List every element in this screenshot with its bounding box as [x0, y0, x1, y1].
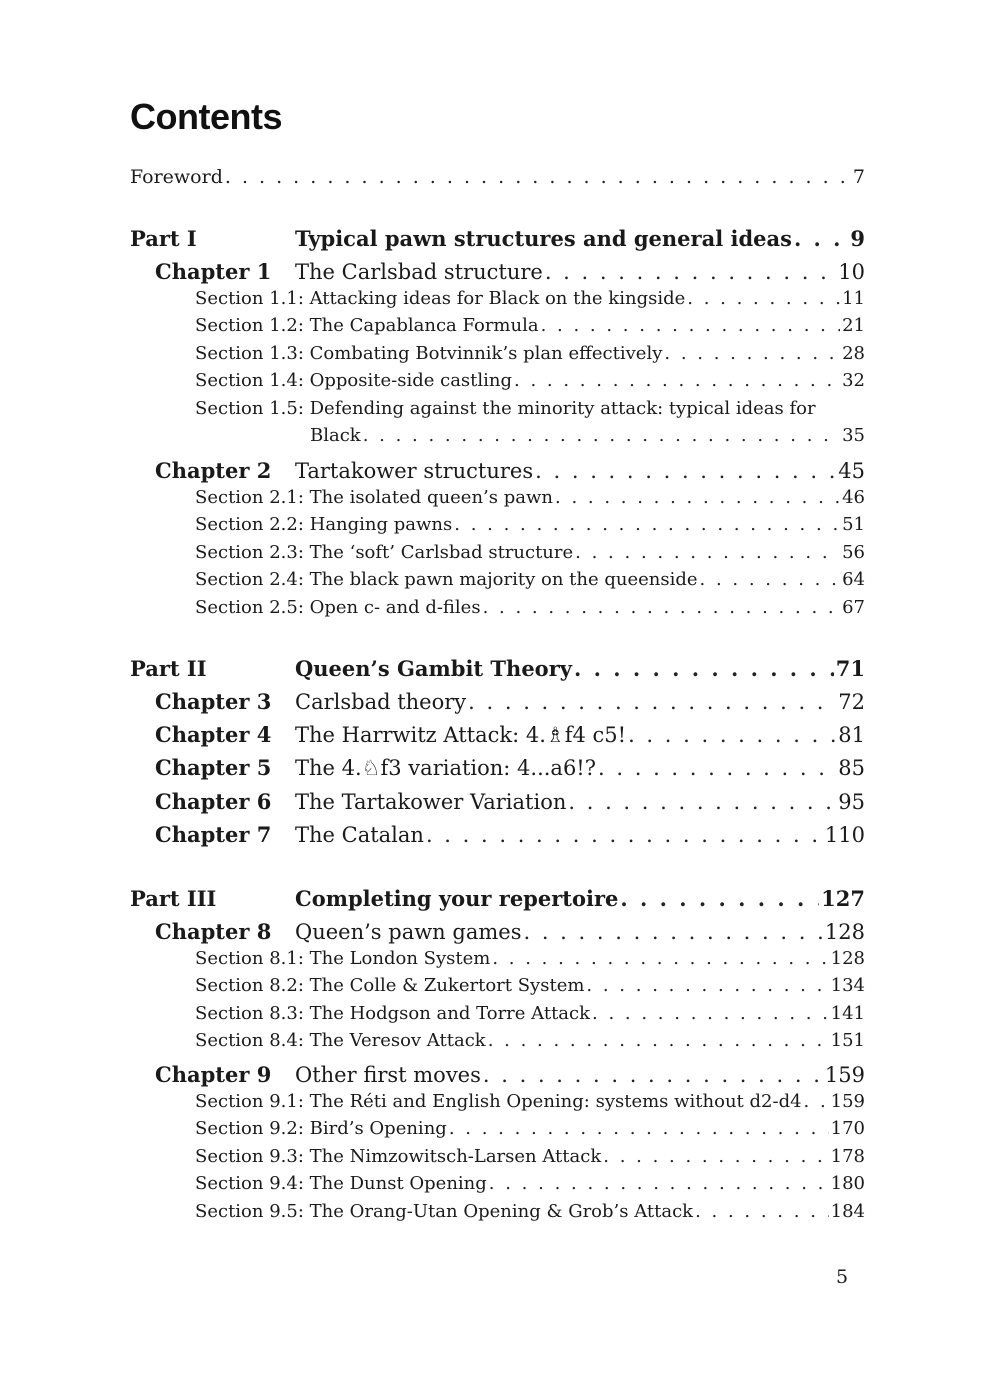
toc-section[interactable]: [195, 514, 865, 535]
page-number: 64: [842, 569, 865, 590]
section-title: Section 8.1: The London System: [195, 948, 491, 969]
section-title: Section 2.4: The black pawn majority on the queenside: [195, 569, 698, 590]
chapter-title: Carlsbad theory: [295, 690, 467, 714]
dot-leader: [700, 569, 841, 590]
page-number: 159: [830, 1091, 865, 1112]
section-title: Section 1.2: The Capablanca Formula: [195, 315, 539, 336]
page-number: 128: [830, 948, 865, 969]
chapter-title: The 4.♘f3 variation: 4...a6!?: [295, 756, 597, 780]
section-title: Section 9.5: The Orang-Utan Opening & Grob’s Attack: [195, 1201, 694, 1222]
toc-section[interactable]: [195, 1091, 865, 1112]
page-number: 127: [821, 886, 865, 911]
toc-chapter-4[interactable]: [155, 722, 865, 747]
toc-section[interactable]: [195, 569, 865, 590]
toc-section[interactable]: [195, 1003, 865, 1024]
section-title: Section 9.2: Bird’s Opening: [195, 1118, 447, 1139]
toc-chapter-1[interactable]: [155, 259, 865, 284]
page-number: 28: [842, 343, 865, 364]
toc-chapter-6[interactable]: [155, 789, 865, 814]
section-title: Section 2.3: The ‘soft’ Carlsbad structure: [195, 542, 574, 563]
page-number: 95: [838, 790, 865, 814]
page-number: 46: [842, 487, 865, 508]
toc-section[interactable]: [195, 343, 865, 364]
page-number: 180: [830, 1173, 865, 1194]
dot-leader: [363, 425, 840, 446]
dot-leader: [483, 1063, 823, 1087]
dot-leader: [603, 1146, 828, 1167]
toc-section-continuation[interactable]: [310, 425, 865, 446]
dot-leader: [449, 1118, 829, 1139]
dot-leader: [575, 542, 840, 563]
toc-entry-foreword[interactable]: [130, 166, 865, 188]
part-title: Queen’s Gambit Theory: [295, 656, 572, 681]
page-number: 81: [838, 723, 865, 747]
section-title: Section 8.4: The Veresov Attack: [195, 1030, 486, 1051]
chapter-title: The Carlsbad structure: [295, 260, 543, 284]
chapter-label: Chapter 3: [155, 689, 272, 714]
toc-chapter-5[interactable]: [155, 755, 865, 780]
dot-leader: [628, 723, 836, 747]
chapter-label: Chapter 5: [155, 755, 272, 780]
dot-leader: [454, 514, 840, 535]
page-number: 151: [830, 1030, 865, 1051]
dot-leader: [492, 948, 828, 969]
dot-leader: [687, 288, 840, 309]
section-title: Section 2.2: Hanging pawns: [195, 514, 453, 535]
part-title: Typical pawn structures and general ideas: [295, 226, 792, 251]
dot-leader: [555, 487, 840, 508]
section-title: Section 8.2: The Colle & Zukertort System: [195, 975, 585, 996]
toc-section[interactable]: [195, 487, 865, 508]
chapter-label: Chapter 4: [155, 722, 272, 747]
page-number: 134: [830, 975, 865, 996]
toc-section[interactable]: [195, 1118, 865, 1139]
page-number: 21: [842, 315, 865, 336]
page-number: 7: [852, 166, 865, 188]
dot-leader: [535, 459, 836, 483]
page-number: 141: [830, 1003, 865, 1024]
chapter-title: The Tartakower Variation: [295, 790, 567, 814]
page-number: 10: [838, 260, 865, 284]
toc-section[interactable]: [195, 1173, 865, 1194]
page-number: 67: [842, 597, 865, 618]
page-number: 45: [838, 459, 865, 483]
dot-leader: [592, 1003, 829, 1024]
toc-section[interactable]: [195, 1030, 865, 1051]
toc-section[interactable]: [195, 975, 865, 996]
dot-leader: [514, 370, 840, 391]
chapter-label: Chapter 2: [155, 458, 272, 483]
section-title: Section 1.3: Combating Botvinnik’s plan effectively: [195, 343, 663, 364]
chapter-title: The Catalan: [295, 823, 424, 847]
part-title: Completing your repertoire: [295, 886, 619, 911]
chapter-label: Chapter 6: [155, 789, 272, 814]
toc-chapter-7[interactable]: [155, 822, 865, 847]
toc-part-3[interactable]: [130, 886, 865, 911]
section-title-continuation: Black: [310, 425, 361, 446]
page-number: 85: [838, 756, 865, 780]
part-label: Part II: [130, 656, 207, 681]
dot-leader: [225, 166, 851, 188]
toc-chapter-2[interactable]: [155, 458, 865, 483]
page-number: 178: [830, 1146, 865, 1167]
page-folio: 5: [836, 1266, 849, 1288]
toc-part-1[interactable]: [130, 226, 865, 251]
section-title: Section 2.1: The isolated queen’s pawn: [195, 487, 553, 508]
dot-leader: [488, 1030, 829, 1051]
dot-leader: [545, 260, 836, 284]
section-title: Section 9.4: The Dunst Opening: [195, 1173, 487, 1194]
toc-section[interactable]: [195, 597, 865, 618]
page-number: 56: [842, 542, 865, 563]
dot-leader: [664, 343, 840, 364]
toc-part-2[interactable]: [130, 656, 865, 681]
section-title: Section 2.5: Open c- and d-files: [195, 597, 481, 618]
toc-section-wrapped[interactable]: [195, 398, 865, 419]
dot-leader: [598, 756, 836, 780]
dot-leader: [804, 1091, 829, 1112]
chapter-label: Chapter 9: [155, 1062, 272, 1087]
toc-chapter-8[interactable]: [155, 919, 865, 944]
page-number: 170: [830, 1118, 865, 1139]
page-number: 159: [824, 1063, 865, 1087]
chapter-label: Chapter 7: [155, 822, 272, 847]
toc-section[interactable]: [195, 288, 865, 309]
dot-leader: [541, 315, 841, 336]
page-number: 9: [850, 226, 865, 251]
entry-title: Foreword: [130, 166, 223, 188]
page-number: 51: [842, 514, 865, 535]
page-number: 128: [824, 920, 865, 944]
page-number: 110: [824, 823, 865, 847]
chapter-label: Chapter 1: [155, 259, 272, 284]
toc-section[interactable]: [195, 948, 865, 969]
page-number: 32: [842, 370, 865, 391]
dot-leader: [574, 656, 834, 681]
dot-leader: [695, 1201, 829, 1222]
page-title: Contents: [130, 96, 282, 137]
toc-section[interactable]: [195, 1201, 865, 1222]
chapter-title: Queen’s pawn games: [295, 920, 522, 944]
page-number: 72: [838, 690, 865, 714]
section-title: Section 9.1: The Réti and English Opening: systems without d2-d4: [195, 1091, 802, 1112]
section-title: Section 8.3: The Hodgson and Torre Attack: [195, 1003, 591, 1024]
toc-section[interactable]: [195, 542, 865, 563]
dot-leader: [426, 823, 823, 847]
toc-section[interactable]: [195, 315, 865, 336]
section-title: Section 1.4: Opposite-side castling: [195, 370, 513, 391]
chapter-title: The Harrwitz Attack: 4.♗f4 c5!: [295, 723, 627, 747]
page-number: 184: [830, 1201, 865, 1222]
section-title: Section 1.5: Defending against the minority attack: typical ideas for: [195, 398, 816, 419]
dot-leader: [489, 1173, 829, 1194]
dot-leader: [794, 226, 848, 251]
section-title: Section 9.3: The Nimzowitsch-Larsen Attack: [195, 1146, 602, 1167]
toc-chapter-9[interactable]: [155, 1062, 865, 1087]
dot-leader: [523, 920, 822, 944]
dot-leader: [468, 690, 836, 714]
chapter-title: Other first moves: [295, 1063, 481, 1087]
page-number: 11: [842, 288, 865, 309]
toc-section[interactable]: [195, 370, 865, 391]
section-title: Section 1.1: Attacking ideas for Black on the kingside: [195, 288, 686, 309]
dot-leader: [483, 597, 841, 618]
part-label: Part III: [130, 886, 217, 911]
part-label: Part I: [130, 226, 197, 251]
toc-section[interactable]: [195, 1146, 865, 1167]
chapter-label: Chapter 8: [155, 919, 272, 944]
toc-chapter-3[interactable]: [155, 689, 865, 714]
chapter-title: Tartakower structures: [295, 459, 534, 483]
dot-leader: [586, 975, 828, 996]
dot-leader: [568, 790, 836, 814]
dot-leader: [620, 886, 819, 911]
page-number: 35: [842, 425, 865, 446]
page-number: 71: [835, 656, 865, 681]
